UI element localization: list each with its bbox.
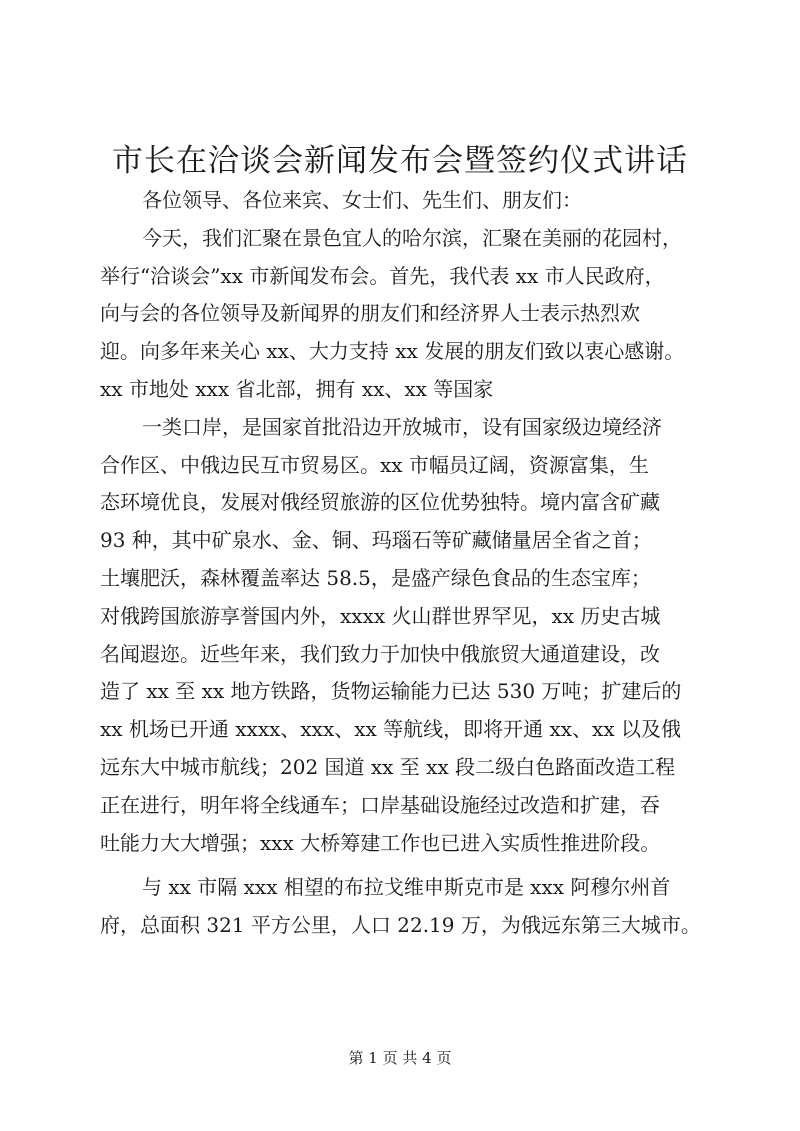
page-number-footer: 第 1 页 共 4 页 — [348, 1049, 452, 1067]
paragraph-line: 与 xx 市隔 xxx 相望的布拉戈维申斯克市是 xxx 阿穆尔州首 — [142, 875, 671, 900]
paragraph-line: xx 机场已开通 xxxx、xxx、xx 等航线，即将开通 xx、xx 以及俄 — [100, 717, 681, 742]
document-body — [100, 182, 710, 945]
paragraph-line: 名闻遐迩。近些年来，我们致力于加快中俄旅贸大通道建设，改 — [100, 641, 660, 666]
paragraph-spacer — [100, 862, 710, 869]
paragraph-line: 对俄跨国旅游享誉国内外，xxxx 火山群世界罕见，xx 历史古城 — [100, 603, 661, 628]
document-title: 市长在洽谈会新闻发布会暨签约仪式讲话 — [112, 143, 688, 179]
paragraph-line: 各位领导、各位来宾、女士们、先生们、朋友们： — [142, 188, 582, 212]
paragraph-line: 举行“洽谈会”xx 市新闻发布会。首先，我代表 xx 市人民政府， — [100, 263, 665, 288]
paragraph-line: 向与会的各位领导及新闻界的朋友们和经济界人士表示热烈欢 — [100, 301, 640, 326]
paragraph-line: 造了 xx 至 xx 地方铁路，货物运输能力已达 530 万吨；扩建后的 — [100, 679, 682, 704]
paragraph-line: 府，总面积 321 平方公里，人口 22.19 万，为俄远东第三大城市。 — [100, 913, 701, 938]
paragraph-line: 态环境优良，发展对俄经贸旅游的区位优势独特。境内富含矿藏 — [100, 490, 660, 515]
paragraph-line: 土壤肥沃，森林覆盖率达 58.5，是盛产绿色食品的生态宝库； — [100, 565, 651, 590]
paragraph-line: 合作区、中俄边民互市贸易区。xx 市幅员辽阔，资源富集，生 — [100, 452, 649, 477]
paragraph-line: 93 种，其中矿泉水、金、铜、玛瑙石等矿藏储量居全省之首； — [100, 528, 652, 553]
paragraph-line: 迎。向多年来关心 xx、大力支持 xx 发展的朋友们致以衷心感谢。 — [100, 339, 685, 364]
paragraph-line: 远东大中城市航线；202 国道 xx 至 xx 段二级白色路面改造工程 — [100, 754, 676, 779]
paragraph-line: xx 市地处 xxx 省北部，拥有 xx、xx 等国家 — [100, 376, 494, 401]
paragraph-line: 正在进行，明年将全线通车；口岸基础设施经过改造和扩建，吞 — [100, 792, 660, 817]
paragraph-line: 吐能力大大增强；xxx 大桥筹建工作也已进入实质性推进阶段。 — [100, 830, 661, 855]
paragraph-line: 今天，我们汇聚在景色宜人的哈尔滨，汇聚在美丽的花园村， — [142, 225, 682, 250]
paragraph-line: 一类口岸，是国家首批沿边开放城市，设有国家级边境经济 — [142, 414, 662, 439]
